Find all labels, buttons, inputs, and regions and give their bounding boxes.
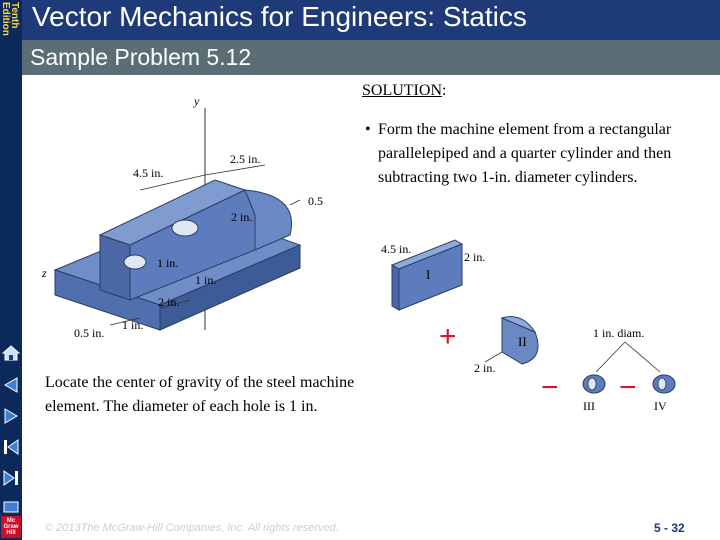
bullet-text: Form the machine element from a rectangular parallelepiped and a quarter cylinder and then subtracting two 1-in. diameter cylinders. [378, 121, 672, 186]
part-i-label: I [426, 267, 431, 282]
part-iv-face [658, 378, 666, 390]
dim-1-bottom-label: 1 in. [122, 318, 144, 332]
dim-4-5-label: 4.5 in. [133, 166, 164, 180]
edition-line2: Edition [0, 2, 11, 36]
copyright-text: © 2013The McGraw-Hill Companies, Inc. All rights reserved. [45, 522, 339, 534]
dim-1-b-label: 1 in. [195, 273, 217, 287]
problem-statement: Locate the center of gravity of the steel machine element. The diameter of each hole is 1 in. [45, 374, 355, 415]
publisher-logo: Mc Graw Hill [1, 516, 21, 538]
diam-leader-left [596, 342, 625, 372]
bullet-dot: • [365, 121, 371, 138]
dim-0-5-bottom-label: 0.5 in. [74, 326, 105, 340]
solution-colon: : [442, 82, 447, 99]
part-iv-label: IV [654, 399, 667, 413]
part-ii-dim-2: 2 in. [474, 361, 496, 375]
part-i-dim-4-5: 4.5 in. [381, 242, 412, 256]
diameter-label: 1 in. diam. [593, 326, 645, 340]
part-iii-label: III [583, 399, 595, 413]
solution-heading-text: SOLUTION [362, 82, 442, 99]
slide-subtitle: Sample Problem 5.12 [30, 44, 252, 70]
minus-sign-1: − [541, 371, 559, 404]
part-iii-face [588, 378, 596, 390]
axis-z-label: z [42, 266, 47, 280]
part-i-dim-2: 2 in. [464, 250, 486, 264]
dim-2-label: 2 in. [231, 210, 253, 224]
minus-sign-2: − [619, 371, 637, 404]
edition-line1: Tenth [9, 2, 20, 29]
dim-2-5-label: 2.5 in. [230, 152, 261, 166]
dim-2-bottom-label: 2 in. [158, 295, 180, 309]
diam-leader-right [625, 342, 660, 372]
axis-y-label: y [194, 94, 200, 108]
plus-sign: + [439, 320, 457, 353]
dim-1-a-label: 1 in. [157, 256, 179, 270]
dim-0-5-label: 0.5 [308, 194, 323, 208]
page-number: 5 - 32 [654, 521, 685, 535]
slide-title: Vector Mechanics for Engineers: Statics [32, 1, 527, 32]
part-i-side [392, 265, 399, 310]
part-ii-label: II [518, 334, 527, 349]
